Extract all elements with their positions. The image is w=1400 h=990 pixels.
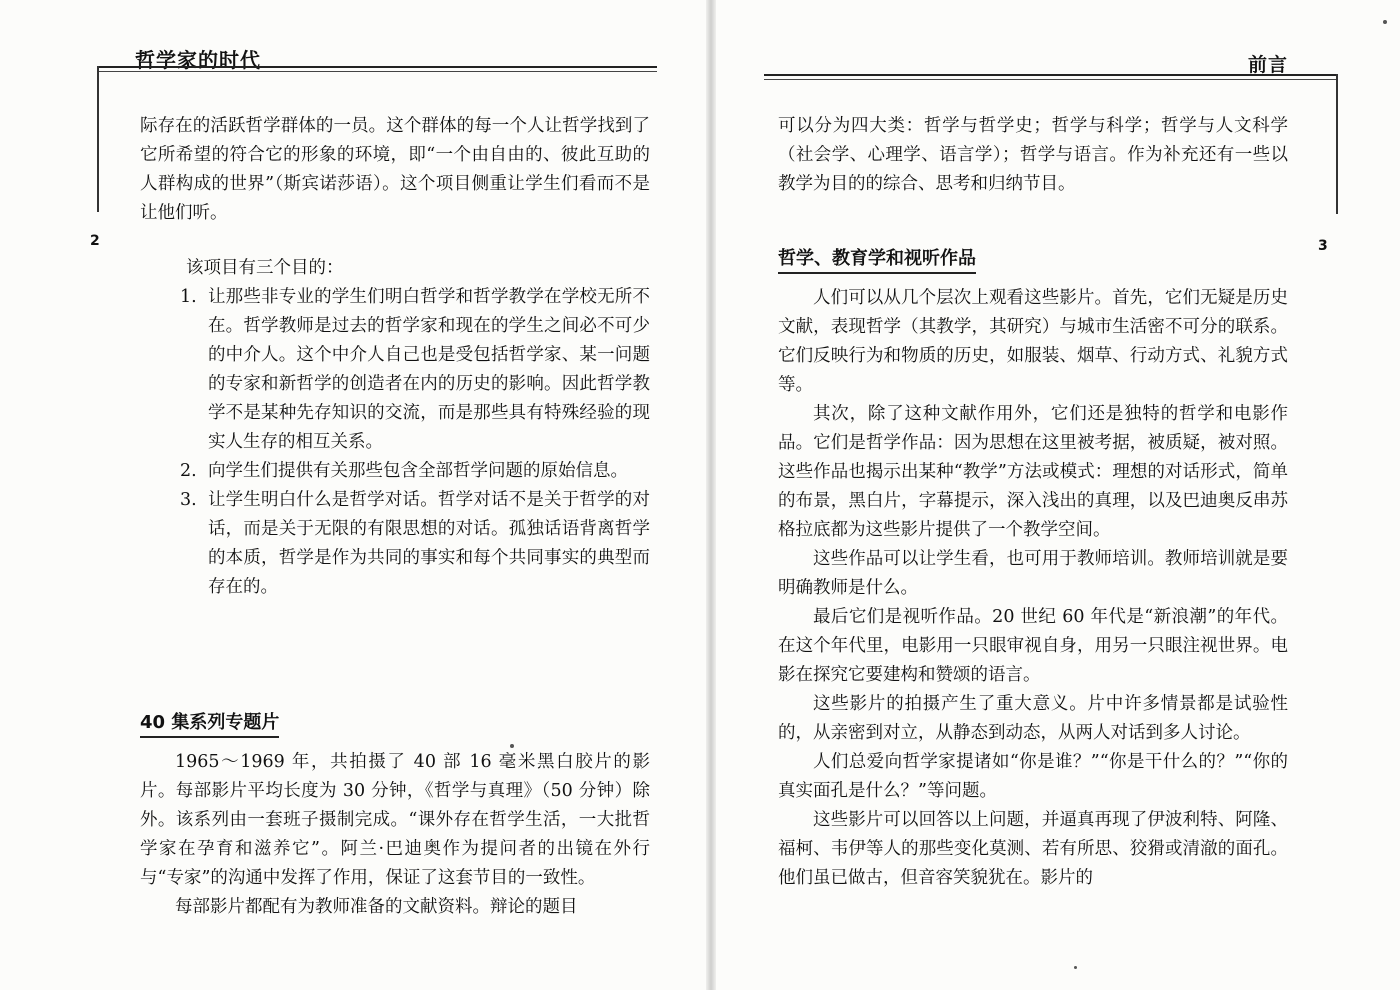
left-side-rule [97, 66, 99, 212]
left-paragraph-1: 际存在的活跃哲学群体的一员。这个群体的每一个人让哲学找到了它所希望的符合它的形象的环境，即“一个由自由的、彼此互助的人群构成的世界”（斯宾诺莎语）。这个项目侧重让学生们看而不是让他们听。 [140, 116, 650, 223]
right-section-paragraph: 人们可以从几个层次上观看这些影片。首先，它们无疑是历史文献，表现哲学（其教学，其研究）与城市生活密不可分的联系。它们反映行为和物质的历史，如服装、烟草、行动方式、礼貌方式等。 [778, 288, 1288, 395]
scan-speck [1383, 20, 1387, 24]
right-page [716, 0, 1400, 990]
goal-item [180, 486, 650, 602]
right-section-paragraph: 这些影片的拍摄产生了重大意义。片中许多情景都是试验性的，从亲密到对立，从静态到动态，从两人对话到多人讨论。 [778, 694, 1288, 743]
goal-item [180, 457, 650, 486]
book-gutter [706, 0, 716, 990]
goal-number: 3. [180, 490, 197, 510]
right-page-number: 3 [1318, 238, 1328, 254]
goal-text: 让那些非专业的学生们明白哲学和哲学教学在学校无所不在。哲学教师是过去的哲学家和现在的学生之间必不可少的中介人。这个中介人自己也是受包括哲学家、某一问题的专家和新哲学的创造者在内的历史的影响。因此哲学教学不是某种先存知识的交流，而是那些具有特殊经验的现实人生存的相互关系。 [208, 287, 650, 452]
goals-intro: 该项目有三个目的： [186, 258, 344, 278]
goal-number: 1. [180, 287, 197, 307]
goals-list [180, 283, 650, 602]
scan-speck [1074, 966, 1077, 969]
right-section-body [778, 284, 1288, 893]
goals-block [140, 254, 650, 602]
goals-list-wrap [140, 283, 650, 602]
left-section-heading: 40 集系列专题片 [140, 708, 279, 738]
left-section-paragraph: 1965～1969 年，共拍摄了 40 部 16 毫米黑白胶片的影片。每部影片平均长度为 30 分钟，《哲学与真理》（50 分钟）除外。该系列由一套班子摄制完成。“课外存在哲学生活，一大批哲学家在孕育和滋养它”。阿兰·巴迪奥作为提问者的出镜在外行与“专家”的沟通中发挥了作用，保证了这套节目的一致性。 [140, 752, 650, 888]
right-section-heading: 哲学、教育学和视听作品 [778, 244, 976, 274]
right-section-paragraph: 这些作品可以让学生看，也可用于教师培训。教师培训就是要明确教师是什么。 [778, 549, 1288, 598]
goal-text: 向学生们提供有关那些包含全部哲学问题的原始信息。 [208, 461, 628, 481]
scan-speck [510, 744, 514, 748]
left-header-rule [97, 66, 657, 72]
goal-item [180, 283, 650, 457]
goal-number: 2. [180, 461, 197, 481]
goal-text: 让学生明白什么是哲学对话。哲学对话不是关于哲学的对话，而是关于无限的有限思想的对话。孤独话语背离哲学的本质，哲学是作为共同的事实和每个共同事实的典型而存在的。 [208, 490, 650, 597]
left-section-paragraph: 每部影片都配有为教师准备的文献资料。辩论的题目 [175, 897, 578, 917]
right-section-paragraph: 其次，除了这种文献作用外，它们还是独特的哲学和电影作品。它们是哲学作品：因为思想在这里被考据，被质疑，被对照。这些作品也揭示出某种“教学”方法或模式：理想的对话形式，简单的布景，黑白片，字幕提示，深入浅出的真理，以及巴迪奥反串苏格拉底都为这些影片提供了一个教学空间。 [778, 404, 1288, 540]
right-section-paragraph: 这些影片可以回答以上问题，并逼真再现了伊波利特、阿隆、福柯、韦伊等人的那些变化莫测、若有所思、狡猾或清澈的面孔。他们虽已做古，但音容笑貌犹在。影片的 [778, 810, 1288, 888]
right-section-paragraph: 人们总爱向哲学家提诸如“你是谁？”“你是干什么的？”“你的真实面孔是什么？”等问题。 [778, 752, 1288, 801]
left-page-number: 2 [90, 233, 100, 249]
right-header-rule [764, 74, 1336, 80]
left-paragraph-1-block [140, 112, 650, 228]
right-section-paragraph: 最后它们是视听作品。20 世纪 60 年代是“新浪潮”的年代。在这个年代里，电影用一只眼审视自身，用另一只眼注视世界。电影在探究它要建构和赞颂的语言。 [778, 607, 1288, 685]
right-paragraph-1: 可以分为四大类：哲学与哲学史；哲学与科学；哲学与人文科学（社会学、心理学、语言学）；哲学与语言。作为补充还有一些以教学为目的的综合、思考和归纳节目。 [778, 116, 1288, 194]
left-section-body [140, 748, 650, 922]
right-running-head: 前言 [1248, 54, 1289, 76]
right-side-rule [1336, 74, 1338, 214]
right-paragraph-1-block [778, 112, 1288, 199]
left-running-head: 哲学家的时代 [135, 48, 261, 72]
